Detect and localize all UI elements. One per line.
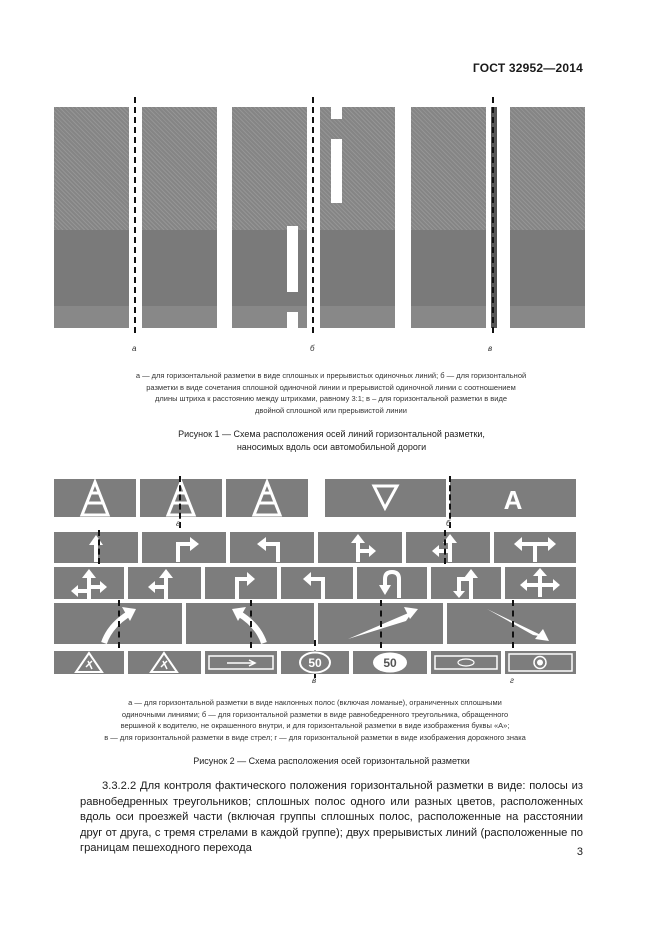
arrow-tile-r3-6 — [431, 567, 501, 599]
double-line-c-2 — [497, 107, 510, 328]
arrow-tile-r2-4 — [318, 532, 402, 563]
road-panel-a-right — [142, 107, 217, 328]
sign-tile-pedestrian-1 — [54, 651, 124, 674]
arrow-tile-r2-6 — [494, 532, 576, 563]
dash-b-2 — [287, 312, 298, 328]
axis-line-a — [134, 97, 136, 333]
arrow-tile-r2-5 — [406, 532, 490, 563]
speed-label-2: 50 — [383, 656, 397, 670]
fig2-note: а — для горизонтальной разметки в виде наклонных полос (включая ломаные), ограниченных сплошными одиночными линиями; б — для горизонтальной разметки в виде равнобедренного треугольника, обращенного вершиной к водителю, не окрашенного внутри, и для горизонтальной разметки в виде изображения буквы «А»; в — для горизонтальной разметки в виде стрел; г — для горизонтальной разметки в виде изображения дорожного знака — [104, 698, 526, 742]
fig2-marker-b: б — [446, 519, 451, 528]
road-panel-a-left — [54, 107, 129, 328]
fig1-letter-a: а — [132, 344, 137, 353]
paragraph-3-3-2-2: 3.3.2.2 Для контроля фактического положения горизонтальной разметки в виде: полосы из равнобедренных треугольников; сплошных полос одного или разных цветов, расположенных вдоль оси проезжей части (включая группы сплошных полос, расположенные на расстоянии друг от друга, с тремя стрелами в каждой группе); двух прерывистых линий (расположенные по границам пешеходного перехода — [80, 780, 583, 854]
letter-a-tile — [450, 479, 576, 517]
fig1-note: а — для горизонтальной разметки в виде сплошных и прерывистых одиночных линий; б — для горизонтальной разметки в виде сочетания сплошной одиночной линии и прерывистой одиночной линии с соотношением длины штриха к расстоянию между штрихами, равному 3:1; в – для горизонтальной разметки в виде двойной сплошной или прерывистой линии — [135, 371, 527, 415]
arrow-tile-r3-4 — [281, 567, 353, 599]
fig1-title: Рисунок 1 — Схема расположения осей линий горизонтальной разметки, наносимых вдоль оси автомобильной дороги — [178, 429, 485, 452]
sign-tile-speed-1 — [281, 651, 349, 674]
fig2-axis-row4-d — [512, 600, 514, 648]
sign-tile-rect-1 — [205, 651, 277, 674]
arrow-tile-r2-1 — [54, 532, 138, 563]
road-panel-c-left — [411, 107, 486, 328]
sign-tile-rect-2 — [431, 651, 501, 674]
letter-a-mark: А — [503, 485, 523, 515]
standard-header: ГОСТ 32952—2014 — [472, 61, 583, 75]
page-number: 3 — [576, 846, 583, 858]
road-panel-b-left — [232, 107, 307, 328]
arrow-tile-r3-1 — [54, 567, 124, 599]
yield-triangle-tile — [325, 479, 446, 517]
speed-label-1: 50 — [308, 656, 322, 670]
fig2-title: Рисунок 2 — Схема расположения осей горизонтальной разметки — [193, 756, 470, 766]
fig1-letter-c: в — [488, 344, 493, 353]
fig2-axis-row4-c — [380, 600, 382, 648]
fig2-marker-a: а — [176, 519, 181, 528]
arrow-tile-r3-5 — [357, 567, 427, 599]
fig1-letter-b: б — [310, 344, 315, 353]
fig2-marker-d: г — [510, 676, 514, 685]
arrow-tile-r3-2 — [128, 567, 201, 599]
fig2-marker-c: в — [312, 676, 317, 685]
axis-line-c — [492, 97, 494, 333]
triangle-strip-1 — [54, 479, 136, 517]
fig2-axis-row2-b — [444, 530, 446, 564]
road-panel-c-right — [510, 107, 585, 328]
arrow-tile-r3-3 — [205, 567, 277, 599]
arrow-tile-r3-7 — [505, 567, 576, 599]
sign-tile-speed-2 — [353, 651, 427, 674]
fig2-axis-row2-a — [98, 530, 100, 564]
dash-b-3 — [331, 107, 342, 119]
sign-tile-pedestrian-2 — [128, 651, 201, 674]
arrow-tile-r2-3 — [230, 532, 314, 563]
fig2-axis-row4-a — [118, 600, 120, 648]
fig2-axis-row4-b — [250, 600, 252, 648]
body-paragraph — [80, 779, 583, 857]
dash-b-4 — [331, 139, 342, 203]
sign-tile-rect-3 — [505, 651, 576, 674]
dash-b-1 — [287, 226, 298, 292]
triangle-strip-2 — [140, 479, 222, 517]
arrow-tile-r2-2 — [142, 532, 226, 563]
axis-line-b — [312, 97, 314, 333]
triangle-strip-3 — [226, 479, 308, 517]
